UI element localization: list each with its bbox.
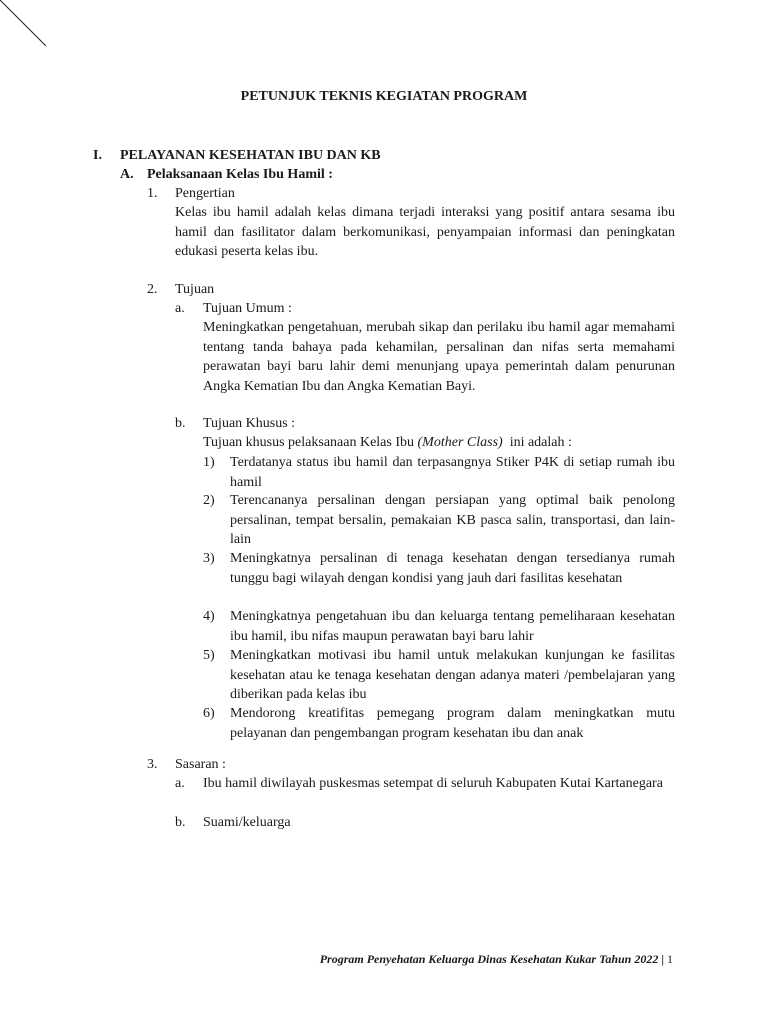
intro-italic-term: (Mother Class) bbox=[417, 435, 503, 450]
section-number: I. bbox=[93, 148, 102, 163]
subsection-title: Pelaksanaan Kelas Ibu Hamil : bbox=[147, 167, 333, 182]
paragraph-tujuan-umum: Meningkatkan pengetahuan, merubah sikap dan perilaku ibu hamil agar memahami tentang tanda bahaya pada kehamilan, persalinan dan nifas serta memahami perawatan bayi baru lahir demi menunjang upaya pemerintah dalam penurunan Angka Kematian Ibu dan Angka Kematian Bayi. bbox=[203, 320, 675, 394]
list-number: 6) bbox=[203, 706, 215, 721]
sub-item-letter: a. bbox=[175, 776, 185, 791]
item-number: 3. bbox=[147, 757, 158, 772]
footer-text: Program Penyehatan Keluarga Dinas Kesehatan Kukar Tahun 2022 bbox=[319, 952, 659, 966]
tujuan-khusus-intro bbox=[203, 433, 572, 453]
sub-item-heading: Tujuan Umum : bbox=[203, 301, 292, 316]
page-footer bbox=[320, 951, 673, 967]
paragraph-pengertian: Kelas ibu hamil adalah kelas dimana terjadi interaksi yang positif antara sesama ibu hamil dan fasilitator dalam berkomunikasi, penyampaian informasi dan peningkatan edukasi peserta kelas ibu. bbox=[175, 205, 675, 259]
list-number: 5) bbox=[203, 648, 215, 663]
list-number: 3) bbox=[203, 551, 215, 566]
subsection-letter: A. bbox=[120, 167, 134, 182]
item-number: 2. bbox=[147, 282, 158, 297]
item-heading: Sasaran : bbox=[175, 757, 226, 772]
item-heading: Tujuan bbox=[175, 282, 215, 297]
list-item: Mendorong kreatifitas pemegang program dalam meningkatkan mutu pelayanan dan pengembangan program kesehatan ibu dan anak bbox=[230, 706, 675, 741]
sub-item-heading: Tujuan Khusus : bbox=[203, 416, 296, 431]
sasaran-item: Ibu hamil diwilayah puskesmas setempat di seluruh Kabupaten Kutai Kartanegara bbox=[203, 776, 663, 791]
footer-separator: | bbox=[658, 952, 667, 966]
section-title: PELAYANAN KESEHATAN IBU DAN KB bbox=[120, 148, 381, 163]
item-heading: Pengertian bbox=[175, 186, 235, 201]
list-number: 4) bbox=[203, 609, 215, 624]
document-title: PETUNJUK TEKNIS KEGIATAN PROGRAM bbox=[240, 89, 528, 104]
item-number: 1. bbox=[147, 186, 158, 201]
list-item: Terencananya persalinan dengan persiapan yang optimal baik penolong persalinan, tempat bersalin, pemakaian KB pasca salin, transportasi, dan lain-lain bbox=[230, 493, 675, 547]
page-number: 1 bbox=[667, 952, 673, 966]
intro-text-end: ini adalah : bbox=[502, 435, 572, 450]
page-corner-fold-line bbox=[0, 0, 50, 50]
list-item: Terdatanya status ibu hamil dan terpasangnya Stiker P4K di setiap rumah ibu hamil bbox=[230, 455, 675, 490]
sub-item-letter: b. bbox=[175, 416, 186, 431]
list-number: 1) bbox=[203, 455, 215, 470]
list-item: Meningkatnya pengetahuan ibu dan keluarga tentang pemeliharaan kesehatan ibu hamil, ibu nifas maupun perawatan bayi baru lahir bbox=[230, 609, 675, 644]
intro-text: Tujuan khusus pelaksanaan Kelas Ibu bbox=[203, 435, 418, 450]
list-item: Meningkatnya persalinan di tenaga kesehatan dengan tersedianya rumah tunggu bagi wilayah dengan kondisi yang jauh dari fasilitas kesehatan bbox=[230, 551, 675, 586]
sasaran-item: Suami/keluarga bbox=[203, 815, 291, 830]
list-number: 2) bbox=[203, 493, 215, 508]
list-item: Meningkatkan motivasi ibu hamil untuk melakukan kunjungan ke fasilitas kesehatan atau ke tenaga kesehatan dengan adanya materi /pembelajaran yang diberikan pada kelas ibu bbox=[230, 648, 675, 702]
sub-item-letter: b. bbox=[175, 815, 186, 830]
sub-item-letter: a. bbox=[175, 301, 185, 316]
